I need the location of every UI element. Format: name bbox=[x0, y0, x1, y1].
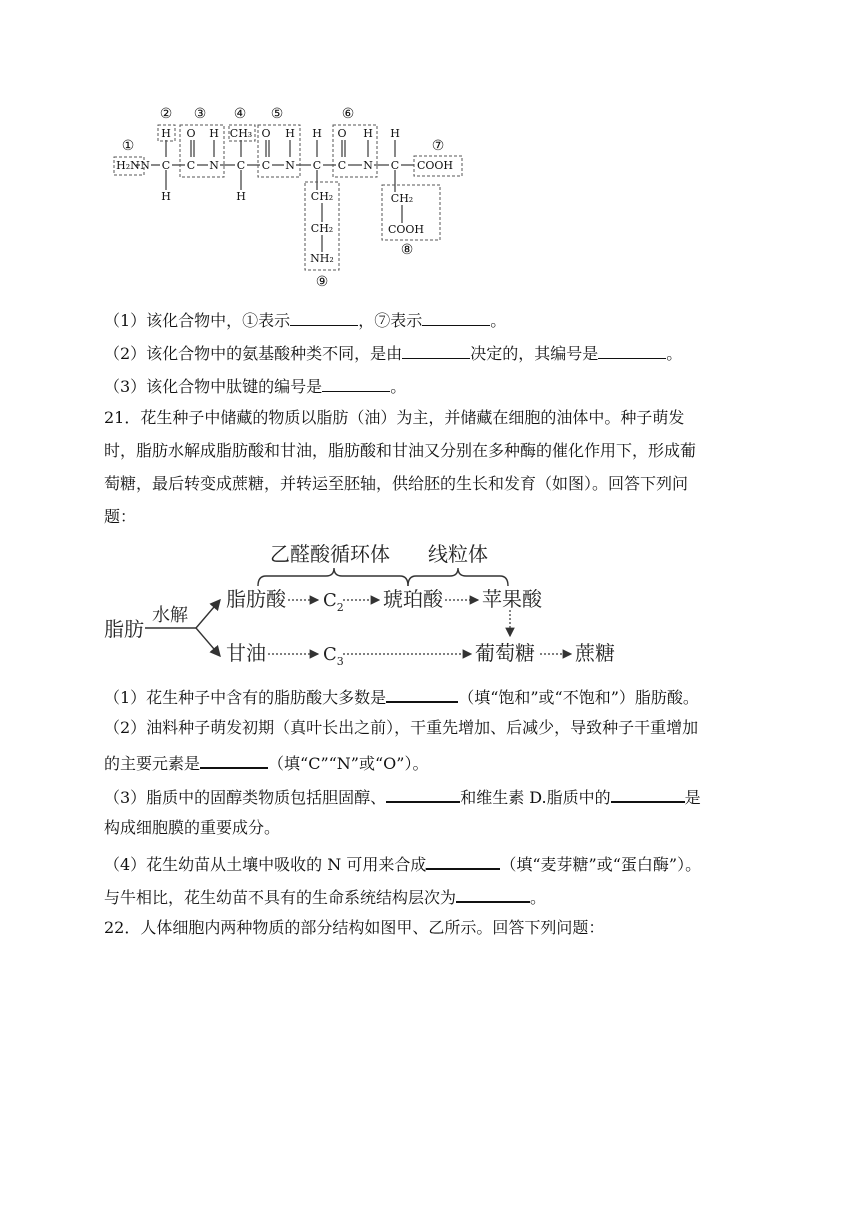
label-glucose: 葡萄糖 bbox=[475, 641, 535, 665]
ch3-4: CH₃ bbox=[229, 127, 253, 140]
marker-3: ③ bbox=[193, 106, 207, 122]
marker-9: ⑨ bbox=[315, 274, 329, 290]
q21-subquestion-4a: （4）花生幼苗从土壤中吸收的 N 可用来合成 （填“麦芽糖”或“蛋白酶”）。 bbox=[104, 852, 701, 875]
brace-glyoxysome bbox=[258, 568, 408, 586]
cooh-8: COOH bbox=[387, 223, 425, 236]
answer-blank[interactable] bbox=[611, 785, 685, 803]
o-6: O bbox=[337, 127, 347, 140]
label-fatty-acid: 脂肪酸 bbox=[226, 587, 286, 611]
ch2-9b: CH₂ bbox=[310, 222, 334, 235]
q20-subquestion-3: （3）该化合物中肽键的编号是 。 bbox=[104, 377, 407, 396]
label-glyoxysome: 乙醛酸循环体 bbox=[270, 542, 390, 566]
q22-intro: 22．人体细胞内两种物质的部分结构如图甲、乙所示。回答下列问题： bbox=[104, 918, 605, 937]
answer-blank[interactable] bbox=[426, 852, 500, 870]
h-6: H bbox=[363, 127, 373, 140]
nh2-9: NH₂ bbox=[310, 252, 334, 265]
h-3: H bbox=[209, 127, 219, 140]
q21-subquestion-2a: （2）油料种子萌发初期（真叶长出之前），干重先增加、后减少，导致种子干重增加 bbox=[104, 718, 699, 737]
ch2-9a: CH₂ bbox=[310, 190, 334, 203]
q21-intro-line-3: 萄糖，最后转变成蔗糖，并转运至胚轴，供给胚的生长和发育（如图）。回答下列问 bbox=[104, 474, 689, 493]
answer-blank[interactable] bbox=[386, 685, 458, 703]
n-1: N bbox=[140, 159, 150, 172]
n-3: N bbox=[285, 159, 295, 172]
c-2: C bbox=[186, 159, 196, 172]
c-4: C bbox=[261, 159, 271, 172]
q20-subquestion-2: （2）该化合物中的氨基酸种类不同，是由 决定的，其编号是 。 bbox=[104, 344, 683, 363]
c-5: C bbox=[312, 159, 322, 172]
c-3: C bbox=[236, 159, 246, 172]
h-top-7: H bbox=[312, 127, 322, 140]
answer-blank[interactable] bbox=[200, 751, 268, 769]
marker-7: ⑦ bbox=[431, 138, 445, 154]
q21-intro-line-1: 21．花生种子中储藏的物质以脂肪（油）为主，并储藏在细胞的油体中。种子萌发 bbox=[104, 408, 685, 427]
answer-blank[interactable] bbox=[290, 309, 358, 326]
marker-5: ⑤ bbox=[270, 106, 284, 122]
h-bottom-2: H bbox=[236, 190, 246, 203]
label-sucrose: 蔗糖 bbox=[575, 641, 615, 665]
label-malate: 苹果酸 bbox=[482, 587, 542, 611]
marker-6: ⑥ bbox=[341, 106, 355, 122]
q21-subquestion-4b: 与牛相比，花生幼苗不具有的生命系统结构层次为 。 bbox=[104, 885, 546, 908]
q21-subquestion-3a: （3）脂质中的固醇类物质包括胆固醇、 和维生素 D.脂质中的 是 bbox=[104, 785, 701, 808]
answer-blank[interactable] bbox=[322, 375, 390, 392]
label-mitochondria: 线粒体 bbox=[428, 542, 488, 566]
h2n: H₂N bbox=[116, 159, 140, 172]
label-glycerol: 甘油 bbox=[226, 641, 266, 665]
label-c2: $C_2$ bbox=[323, 590, 344, 614]
label-succinate: 琥珀酸 bbox=[383, 587, 443, 611]
label-c3: $C_3$ bbox=[323, 644, 344, 668]
peptide-structure-figure bbox=[100, 100, 480, 290]
fat-metabolism-diagram bbox=[100, 538, 630, 670]
h-top-9: H bbox=[390, 127, 400, 140]
arrow-to-fatty-acid bbox=[196, 600, 220, 628]
q21-intro-line-4: 题： bbox=[104, 507, 137, 526]
marker-8: ⑧ bbox=[400, 242, 414, 258]
n-4: N bbox=[363, 159, 373, 172]
cooh-7: COOH bbox=[416, 159, 454, 172]
c-1: C bbox=[161, 159, 171, 172]
c-6: C bbox=[337, 159, 347, 172]
o-3: O bbox=[186, 127, 196, 140]
label-hydrolysis: 水解 bbox=[152, 605, 188, 626]
q21-subquestion-2b: 的主要元素是 （填“C”“N”或“O”）。 bbox=[104, 751, 428, 774]
q20-subquestion-1: （1）该化合物中，①表示 ，⑦表示 。 bbox=[104, 311, 507, 330]
n-2: N bbox=[209, 159, 219, 172]
q21-subquestion-1: （1）花生种子中含有的脂肪酸大多数是 （填“饱和”或“不饱和”）脂肪酸。 bbox=[104, 685, 699, 708]
answer-blank[interactable] bbox=[402, 342, 470, 359]
c-7: C bbox=[390, 159, 400, 172]
marker-2: ② bbox=[159, 106, 173, 122]
q21-intro-line-2: 时，脂肪水解成脂肪酸和甘油，脂肪酸和甘油又分别在多种酶的催化作用下，形成葡 bbox=[104, 441, 697, 460]
answer-blank[interactable] bbox=[598, 342, 666, 359]
brace-mitochondria bbox=[408, 568, 508, 586]
q21-subquestion-3b: 构成细胞膜的重要成分。 bbox=[104, 818, 281, 837]
arrow-to-glycerol bbox=[196, 628, 220, 656]
label-fat: 脂肪 bbox=[104, 617, 144, 641]
o-5: O bbox=[261, 127, 271, 140]
marker-1: ① bbox=[121, 138, 135, 154]
marker-4: ④ bbox=[233, 106, 247, 122]
answer-blank[interactable] bbox=[456, 885, 530, 903]
h-bottom-1: H bbox=[161, 190, 171, 203]
answer-blank[interactable] bbox=[386, 785, 460, 803]
answer-blank[interactable] bbox=[422, 309, 490, 326]
h-2: H bbox=[161, 127, 171, 140]
ch2-8: CH₂ bbox=[390, 192, 414, 205]
h-5: H bbox=[285, 127, 295, 140]
